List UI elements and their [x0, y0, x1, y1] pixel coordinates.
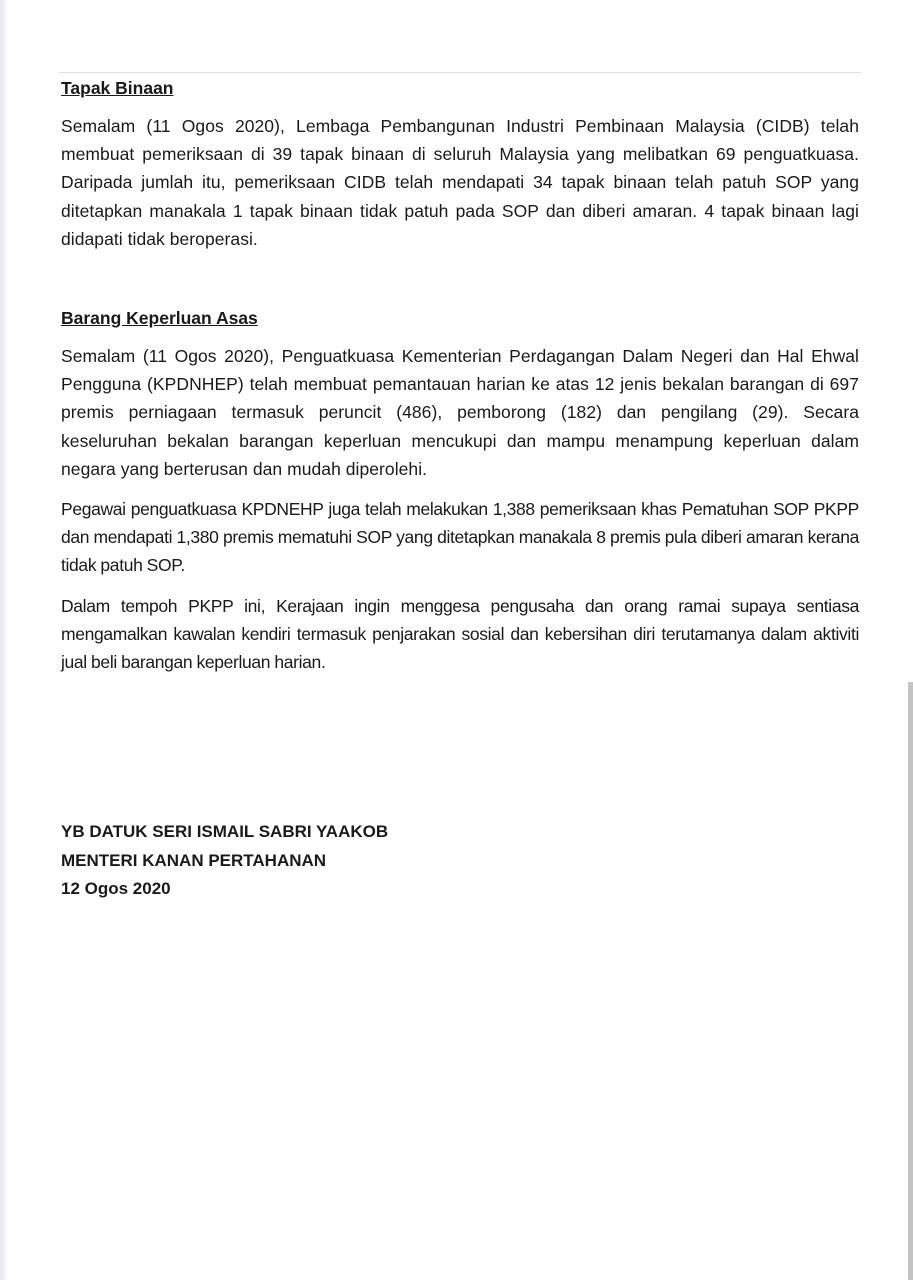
paragraph-tapak-binaan: Semalam (11 Ogos 2020), Lembaga Pembangunan Industri Pembinaan Malaysia (CIDB) telah membuat pemeriksaan di 39 tapak binaan di seluruh Malaysia yang melibatkan 69 penguatkuasa. Daripada jumlah itu, pemeriksaan CIDB telah mendapati 34 tapak binaan telah patuh SOP yang ditetapkan manakala 1 tapak binaan tidak patuh pada SOP dan diberi amaran. 4 tapak binaan lagi didapati tidak beroperasi. — [61, 116, 859, 249]
paragraph-barang-gesaan: Dalam tempoh PKPP ini, Kerajaan ingin menggesa pengusaha dan orang ramai supaya sentiasa mengamalkan kawalan kendiri termasuk penjarakan sosial dan kebersihan diri terutamanya dalam aktiviti jual beli barangan keperluan harian. — [61, 595, 859, 673]
signatory-title: MENTERI KANAN PERTAHANAN — [61, 850, 327, 870]
document-body — [61, 76, 859, 676]
signature-date: 12 Ogos 2020 — [61, 879, 171, 898]
paragraph-barang-pemeriksaan: Pegawai penguatkuasa KPDNEHP juga telah melakukan 1,388 pemeriksaan khas Pematuhan SOP PKPP dan mendapati 1,380 premis mematuhi SOP yang ditetapkan manakala 8 premis pula diberi amaran kerana tidak patuh SOP. — [61, 499, 859, 576]
section-heading-tapak-binaan: Tapak Binaan — [61, 78, 174, 98]
vertical-scrollbar[interactable] — [908, 682, 913, 1280]
signatory-name: YB DATUK SERI ISMAIL SABRI YAAKOB — [61, 822, 389, 841]
page-left-edge — [0, 0, 6, 1280]
paragraph-barang-pemantauan: Semalam (11 Ogos 2020), Penguatkuasa Kementerian Perdagangan Dalam Negeri dan Hal Ehwal Pengguna (KPDNHEP) telah membuat pemantauan harian ke atas 12 jenis bekalan barangan di 697 premis perniagaan termasuk peruncit (486), pemborong (182) dan pengilang (29). Secara keseluruhan bekalan barangan keperluan mencukupi dan mampu menampung keperluan dalam negara yang berterusan dan mudah diperolehi. — [61, 346, 859, 479]
section-heading-barang-keperluan-asas: Barang Keperluan Asas — [61, 308, 258, 329]
signature-block — [61, 818, 388, 904]
page-top-divider — [58, 72, 862, 73]
